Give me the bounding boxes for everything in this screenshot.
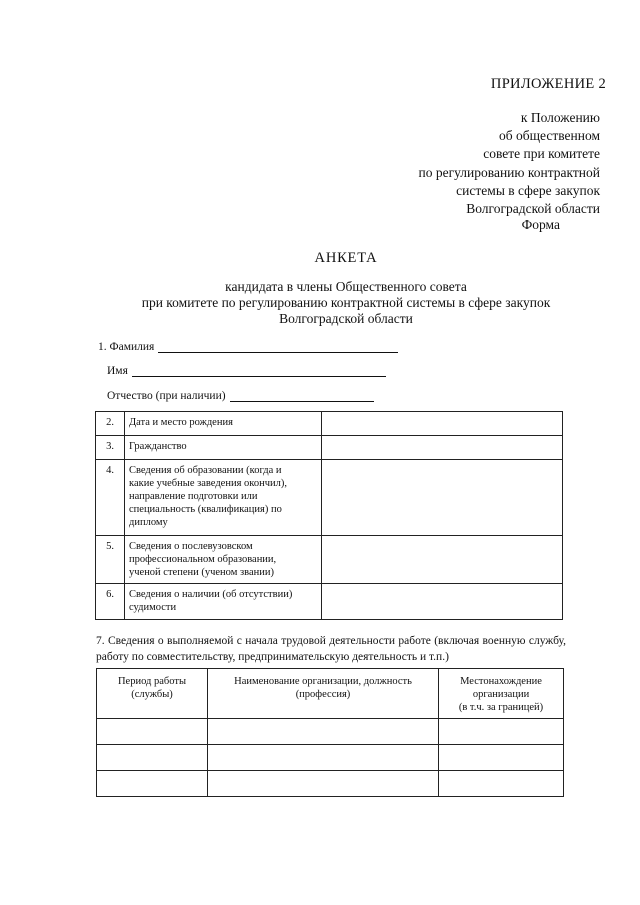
table-row <box>96 436 563 460</box>
answer-cell[interactable] <box>322 436 563 460</box>
table-row <box>96 460 563 536</box>
reference-line: об общественном <box>499 128 600 144</box>
row-number: 4. <box>96 460 125 536</box>
reference-line: к Положению <box>520 110 600 125</box>
document-subtitle <box>0 279 640 328</box>
row-number: 3. <box>96 436 125 460</box>
reference-line: Волгоградской области <box>466 201 600 217</box>
first-name-label: Имя <box>107 365 128 377</box>
appendix-title: ПРИЛОЖЕНИЕ 2 <box>490 76 606 92</box>
reference-line: по регулированию контрактной <box>418 164 600 180</box>
table-row <box>97 771 564 797</box>
appendix-reference <box>350 109 600 218</box>
surname-label: 1. Фамилия <box>98 341 155 353</box>
work-history-table <box>96 668 564 797</box>
row-label: Дата и место рождения <box>125 412 322 436</box>
period-cell[interactable] <box>97 719 208 745</box>
period-cell[interactable] <box>97 745 208 771</box>
location-cell[interactable] <box>439 771 564 797</box>
header-row <box>97 669 564 719</box>
row-label: Сведения об образовании (когда и какие учебные заведения окончил), направление подготовки или специальность (квалификация) по диплому <box>125 460 322 536</box>
organization-cell[interactable] <box>208 771 439 797</box>
organization-cell[interactable] <box>208 719 439 745</box>
answer-cell[interactable] <box>322 584 563 620</box>
subtitle-line: кандидата в члены Общественного совета <box>225 279 467 294</box>
organization-cell[interactable] <box>208 745 439 771</box>
table-row <box>96 536 563 584</box>
form-label: Форма <box>521 217 560 232</box>
location-cell[interactable] <box>439 719 564 745</box>
patronymic-label: Отчество (при наличии) <box>107 390 226 402</box>
table-row <box>96 412 563 436</box>
row-number: 2. <box>96 412 125 436</box>
column-header-location: Местонахождение организации (в т.ч. за границей) <box>439 669 564 719</box>
table-row <box>97 745 564 771</box>
column-header-organization: Наименование организации, должность (профессия) <box>208 669 439 719</box>
reference-line: системы в сфере закупок <box>456 182 600 198</box>
row-label: Гражданство <box>125 436 322 460</box>
row-label: Сведения о послевузовском профессиональном образовании, ученой степени (ученом звании) <box>125 536 322 584</box>
row-label: Сведения о наличии (об отсутствии) судимости <box>125 584 322 620</box>
questionnaire-table <box>95 411 563 620</box>
table-row <box>96 584 563 620</box>
column-header-period: Период работы (службы) <box>97 669 208 719</box>
table-row <box>97 719 564 745</box>
subtitle-line: при комитете по регулированию контрактной системы в сфере закупок <box>141 295 551 311</box>
surname-field <box>98 341 398 353</box>
patronymic-input-line[interactable] <box>230 390 374 402</box>
location-cell[interactable] <box>439 745 564 771</box>
first-name-input-line[interactable] <box>132 365 386 377</box>
first-name-field <box>107 365 386 377</box>
answer-cell[interactable] <box>322 536 563 584</box>
section-7-text: 7. Сведения о выполняемой с начала трудовой деятельности работе (включая военную службу, работу по совместительству, предпринимательскую деятельность и т.п.) <box>96 635 566 663</box>
reference-line: совете при комитете <box>483 146 600 162</box>
subtitle-line: Волгоградской области <box>279 311 413 327</box>
surname-input-line[interactable] <box>158 341 398 353</box>
patronymic-field <box>107 390 374 402</box>
answer-cell[interactable] <box>322 412 563 436</box>
answer-cell[interactable] <box>322 460 563 536</box>
document-title: АНКЕТА <box>314 250 378 266</box>
period-cell[interactable] <box>97 771 208 797</box>
row-number: 5. <box>96 536 125 584</box>
row-number: 6. <box>96 584 125 620</box>
